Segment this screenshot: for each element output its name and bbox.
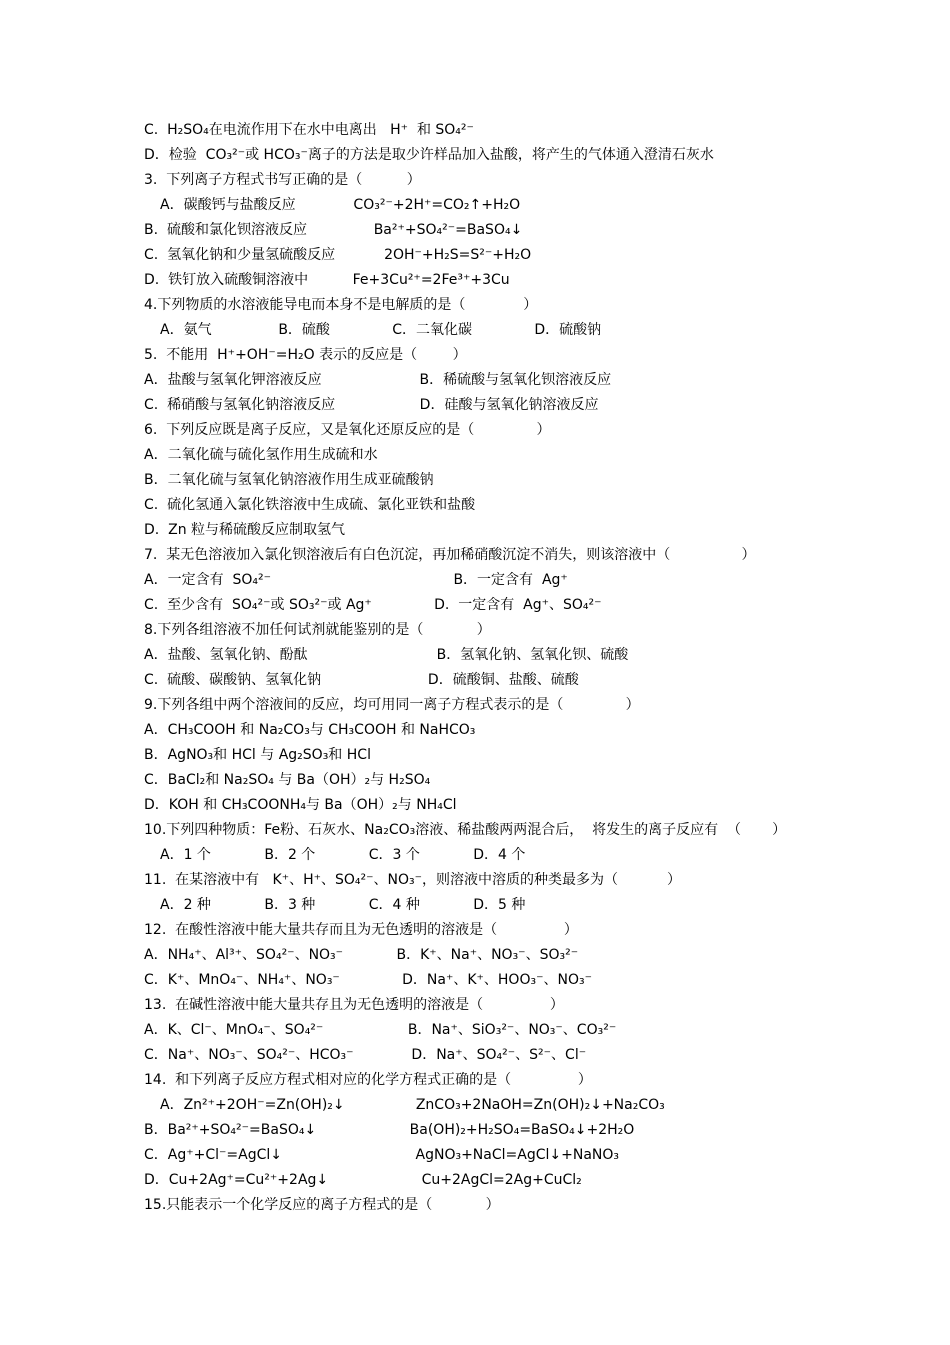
q7-options-ab: A．一定含有 SO₄²⁻ B．一定含有 Ag⁺ <box>144 572 568 588</box>
q8-options-cd: C. 硫酸、碳酸钠、氢氧化钠 D．硫酸铜、盐酸、硫酸 <box>144 672 579 688</box>
q6-option-d: D. Zn 粒与稀硫酸反应制取氢气 <box>144 522 346 538</box>
question-7: 7. 某无色溶液加入氯化钡溶液后有白色沉淀，再加稀硝酸沉淀不消失，则该溶液中（ ） <box>144 547 756 563</box>
q4-options: A．氨气 B．硫酸 C．二氧化碳 D．硫酸钠 <box>160 322 602 338</box>
question-6: 6. 下列反应既是离子反应，又是氧化还原反应的是（ ） <box>144 422 551 438</box>
q6-option-a: A．二氧化硫与硫化氢作用生成硫和水 <box>144 447 378 463</box>
q5-options-ab: A．盐酸与氢氧化钾溶液反应 B．稀硫酸与氢氧化钡溶液反应 <box>144 372 612 388</box>
q13-options-cd: C．Na⁺、NO₃⁻、SO₄²⁻、HCO₃⁻ D．Na⁺、SO₄²⁻、S²⁻、Cl⁻ <box>144 1047 587 1063</box>
question-3: 3. 下列离子方程式书写正确的是（ ） <box>144 172 421 188</box>
q7-options-cd: C. 至少含有 SO₄²⁻或 SO₃²⁻或 Ag⁺ D. 一定含有 Ag⁺、SO₄²⁻ <box>144 597 602 613</box>
q6-option-b: B．二氧化硫与氢氧化钠溶液作用生成亚硫酸钠 <box>144 472 434 488</box>
line-d-co3-test: D．检验 CO₃²⁻或 HCO₃⁻离子的方法是取少许样品加入盐酸，将产生的气体通入澄清石灰水 <box>144 147 714 163</box>
question-10: 10.下列四种物质：Fe粉、石灰水、Na₂CO₃溶液、稀盐酸两两混合后， 将发生的离子反应有 （ ） <box>144 822 787 838</box>
q6-option-c: C. 硫化氢通入氯化铁溶液中生成硫、氯化亚铁和盐酸 <box>144 497 476 513</box>
q9-option-c: C．BaCl₂和 Na₂SO₄ 与 Ba（OH）₂与 H₂SO₄ <box>144 772 431 788</box>
q3-option-a: A．碳酸钙与盐酸反应 CO₃²⁻+2H⁺=CO₂↑+H₂O <box>160 197 521 213</box>
q14-option-b: B．Ba²⁺+SO₄²⁻=BaSO₄↓ Ba(OH)₂+H₂SO₄=BaSO₄↓+2H₂O <box>144 1122 635 1138</box>
question-5: 5. 不能用 H⁺+OH⁻=H₂O 表示的反应是（ ） <box>144 347 467 363</box>
question-8: 8.下列各组溶液不加任何试剂就能鉴别的是（ ） <box>144 622 491 638</box>
q14-option-a: A．Zn²⁺+2OH⁻=Zn(OH)₂↓ ZnCO₃+2NaOH=Zn(OH)₂↓+Na₂CO₃ <box>160 1097 665 1113</box>
q12-options-ab: A．NH₄⁺、Al³⁺、SO₄²⁻、NO₃⁻ B．K⁺、Na⁺、NO₃⁻、SO₃²⁻ <box>144 947 579 963</box>
q11-options: A．2 种 B．3 种 C．4 种 D．5 种 <box>160 897 526 913</box>
q3-option-b: B. 硫酸和氯化钡溶液反应 Ba²⁺+SO₄²⁻=BaSO₄↓ <box>144 222 523 238</box>
q5-options-cd: C. 稀硝酸与氢氧化钠溶液反应 D．硅酸与氢氧化钠溶液反应 <box>144 397 599 413</box>
question-14: 14. 和下列离子反应方程式相对应的化学方程式正确的是（ ） <box>144 1072 592 1088</box>
question-4: 4.下列物质的水溶液能导电而本身不是电解质的是（ ） <box>144 297 538 313</box>
q3-option-d: D. 铁钉放入硫酸铜溶液中 Fe+3Cu²⁺=2Fe³⁺+3Cu <box>144 272 510 288</box>
q12-options-cd: C．K⁺、MnO₄⁻、NH₄⁺、NO₃⁻ D．Na⁺、K⁺、HOO₃⁻、NO₃⁻ <box>144 972 592 988</box>
q9-option-b: B．AgNO₃和 HCl 与 Ag₂SO₃和 HCl <box>144 747 371 763</box>
line-c-h2so4: C. H₂SO₄在电流作用下在水中电离出 H⁺ 和 SO₄²⁻ <box>144 122 474 138</box>
q13-options-ab: A．K、Cl⁻、MnO₄⁻、SO₄²⁻ B．Na⁺、SiO₃²⁻、NO₃⁻、CO₃²⁻ <box>144 1022 617 1038</box>
question-9: 9.下列各组中两个溶液间的反应，均可用同一离子方程式表示的是（ ） <box>144 697 640 713</box>
q8-options-ab: A．盐酸、氢氧化钠、酚酞 B．氢氧化钠、氢氧化钡、硫酸 <box>144 647 629 663</box>
question-13: 13. 在碱性溶液中能大量共存且为无色透明的溶液是（ ） <box>144 997 564 1013</box>
question-15: 15.只能表示一个化学反应的离子方程式的是（ ） <box>144 1197 500 1213</box>
q14-option-d: D．Cu+2Ag⁺=Cu²⁺+2Ag↓ Cu+2AgCl=2Ag+CuCl₂ <box>144 1172 582 1188</box>
q10-options: A．1 个 B．2 个 C．3 个 D．4 个 <box>160 847 526 863</box>
question-11: 11. 在某溶液中有 K⁺、H⁺、SO₄²⁻、NO₃⁻，则溶液中溶质的种类最多为（ ） <box>144 872 681 888</box>
question-12: 12. 在酸性溶液中能大量共存而且为无色透明的溶液是（ ） <box>144 922 578 938</box>
q3-option-c: C. 氢氧化钠和少量氢硫酸反应 2OH⁻+H₂S=S²⁻+H₂O <box>144 247 532 263</box>
q14-option-c: C．Ag⁺+Cl⁻=AgCl↓ AgNO₃+NaCl=AgCl↓+NaNO₃ <box>144 1147 620 1163</box>
q9-option-a: A．CH₃COOH 和 Na₂CO₃与 CH₃COOH 和 NaHCO₃ <box>144 722 476 738</box>
q9-option-d: D．KOH 和 CH₃COONH₄与 Ba（OH）₂与 NH₄Cl <box>144 797 457 813</box>
